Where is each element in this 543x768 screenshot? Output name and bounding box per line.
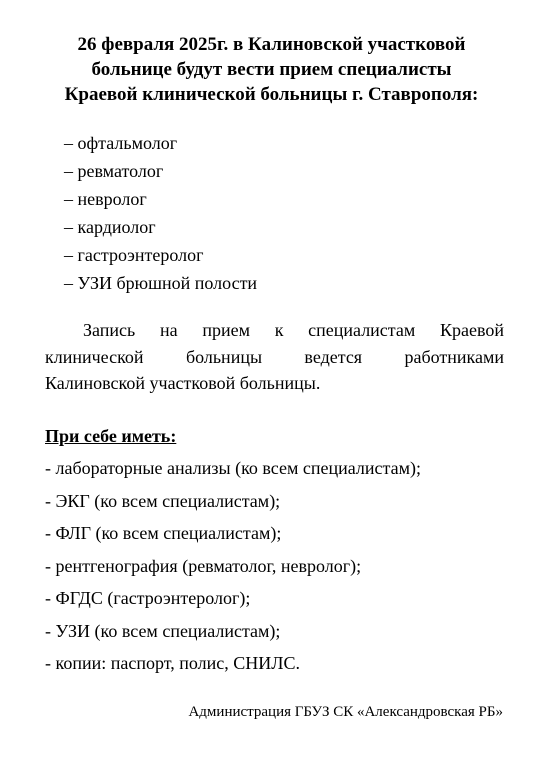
appointment-line-2: клинической больницы ведется работниками (45, 346, 504, 367)
specialist-item: – кардиолог (64, 217, 156, 237)
title-line-3: Краевой клинической больницы г. Ставрополя: (64, 84, 479, 105)
signature: Администрация ГБУЗ СК «Александровская РБ» (188, 704, 503, 720)
requirement-item: - ФГДС (гастроэнтеролог); (45, 588, 251, 608)
specialist-item: – УЗИ брюшной полости (64, 273, 258, 293)
requirement-item: - ЭКГ (ко всем специалистам); (45, 490, 281, 511)
requirement-item: - копии: паспорт, полис, СНИЛС. (45, 653, 300, 673)
requirements-list (45, 452, 421, 680)
title-line-2: больнице будут вести прием специалисты (91, 59, 452, 80)
announcement-title (20, 32, 523, 107)
title-line-1: 26 февраля 2025г. в Калиновской участковой (77, 34, 466, 55)
appointment-paragraph (45, 317, 504, 397)
appointment-line-1: Запись на прием к специалистам Краевой (83, 320, 504, 340)
requirements-header: При себе иметь: (45, 426, 177, 446)
specialist-item: – офтальмолог (64, 133, 178, 153)
requirement-item: - рентгенография (ревматолог, невролог); (45, 555, 362, 576)
requirement-item: - ФЛГ (ко всем специалистам); (45, 523, 282, 543)
specialist-item: – невролог (64, 189, 147, 209)
appointment-line-3: Калиновской участковой больницы. (45, 373, 321, 393)
specialists-list (64, 129, 257, 297)
specialist-item: – ревматолог (64, 161, 164, 181)
specialist-item: – гастроэнтеролог (64, 245, 204, 265)
requirement-item: - УЗИ (ко всем специалистам); (45, 620, 281, 641)
requirement-item: - лабораторные анализы (ко всем специалистам); (45, 458, 421, 478)
